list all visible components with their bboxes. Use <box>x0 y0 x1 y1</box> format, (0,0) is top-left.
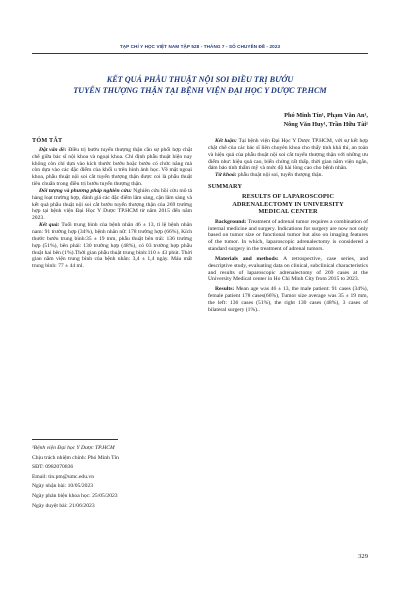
article-title-line-2: TUYẾN THƯỢNG THẬN TẠI BỆNH VIỆN ĐẠI HỌC Y DƯỢC TP.HCM <box>73 85 327 95</box>
author-line-2: Nông Văn Huy¹, Trần Hữu Tài¹ <box>283 120 368 128</box>
author-list <box>284 112 368 129</box>
en-methods-text: A retrospective, case series, and descriptive study, evaluating data on clinical, subclinical characteristics and results of laparoscopic adrenalectomy of 269 cases at the University Medical center in Ho Chi Minh City from 2015 to 2023. <box>208 255 368 283</box>
en-results-text: Mean age was 46 ± 13, the male patient: 91 cases (34%), female patient 178 cases(66%), Tumor size average was 35 ± 19 mm, the left: 136 cases (51%), the right 130 cases (48%), 3 cases of bilateral surgery (1%).. <box>208 286 368 313</box>
journal-header: TẠP CHÍ Y HỌC VIỆT NAM TẬP 528 - THÁNG 7 - SỐ CHUYÊN ĐỀ - 2023 <box>119 44 281 49</box>
vi-conclusion-paragraph <box>208 138 368 172</box>
en-background-label: Background: <box>215 218 247 225</box>
en-results-paragraph <box>208 286 368 313</box>
vi-results-paragraph <box>32 222 192 270</box>
vi-methods-paragraph <box>32 188 192 222</box>
footnote-affiliation: ¹Bệnh viện Đại học Y Dược TP.HCM <box>32 445 115 451</box>
en-results-label: Results: <box>215 286 235 293</box>
vi-objective-paragraph <box>32 147 192 188</box>
en-title-line-3: MEDICAL CENTER <box>258 208 318 216</box>
en-background-text: Treatment of adrenal tumor requires a combination of internal medicine and surgery. Indications for surgery are now not only based on tumor size or functional tumor but also on imaging features of the tumor. In which, laparoscopic adrenalectomy is considered a standard surgery in the treatment of adrenal tumors. <box>208 218 368 253</box>
footnote-reviewed-date: Ngày phản biện khoa học: 25/05/2023 <box>32 492 118 499</box>
vi-objective-text: Điều trị bướu tuyến thượng thận cần sự phối hợp chặt chẽ giữa bác sĩ nội khoa và ngoại khoa. Chỉ định phẫu thuật hiện nay không còn chỉ dựa vào kích thước bướu hoặc bướu có chức năng mà còn dựa vào các đặc điểm của khối u trên hình ảnh học. Về mặt ngoại khoa, phẫu thuật nội soi cắt tuyến thượng thận được coi là phẫu thuật tiêu chuẩn trong điều trị bướu tuyến thượng thận. <box>32 146 192 188</box>
en-methods-label: Materials and methods: <box>215 255 279 262</box>
vi-results-text: Tuổi trung bình của bệnh nhân 46 ± 13, tỉ lệ bệnh nhân nam: 91 trường hợp (34%), bệnh nhân nữ: 178 trường hợp (66%), Kích thước bướu trung bình:35 ± 19 mm, phẫu thuật bên trái: 136 trường hợp (51%), bên phải: 130 trường hợp (48%), có 03 trường hợp phẫu thuật hai bên (1%).Thời gian phẫu thuật trung bình:110 ± 43 phút. Thời gian nằm viện trung bình của bệnh nhân: 3,4 ± 1,4 ngày. Máu mất trung bình: 77 ± 44 ml. <box>32 222 193 270</box>
footnote-email: Email: tin.pm@umc.edu.vn <box>32 473 95 480</box>
article-title <box>20 75 380 96</box>
en-background-paragraph <box>208 219 368 253</box>
vi-objective-label: Đặt vấn đề: <box>39 146 67 153</box>
en-title-line-2: ADRENALECTOMY IN UNIVERSITY <box>232 200 344 208</box>
right-column <box>208 138 368 314</box>
vi-methods-label: Đối tượng và phương pháp nghiên cứu: <box>39 187 132 194</box>
page-number: 329 <box>358 553 368 560</box>
vi-keywords-text: phẫu thuật nội soi, tuyến thượng thận. <box>236 172 323 179</box>
footnote-accepted-date: Ngày duyệt bài: 21/06/2023 <box>32 502 95 509</box>
vi-methods-text: Nghiên cứu hồi cứu mô tả hàng loạt trường hợp, đánh giá các đặc điểm lâm sàng, cận lâm sàng và kết quả phẫu thuật nội soi cắt bướu tuyến thượng thận của 269 trường hợp tại bệnh viện Đại Học Y Dược TP.HCM từ năm 2015 đến năm 2023. <box>32 187 192 222</box>
vi-keywords-paragraph <box>208 172 368 179</box>
vi-conclusion-label: Kết luận: <box>215 138 237 144</box>
vi-results-label: Kết quả: <box>39 222 60 229</box>
author-line-1: Phó Minh Tín¹, Phạm Văn An¹, <box>284 112 368 119</box>
vi-keywords-label: Từ khoá: <box>215 172 237 179</box>
article-title-line-1: KẾT QUẢ PHẪU THUẬT NỘI SOI ĐIỀU TRỊ BƯỚU <box>106 75 294 84</box>
vietnamese-abstract-column <box>32 138 192 270</box>
vi-conclusion-text: Tại bệnh viện Đại Học Y Dược TP.HCM, với sự kết hợp chặt chẽ của các bác sĩ liên chuyên khoa cho thấy tính khả thi, an toàn và hiệu quả của phẫu thuật nội soi cắt tuyến thượng thận với những ưu điểm như: hiệu quả cao, biến chứng rất thấp, thời gian nằm viện ngắn, đảm bảo tính thẩm mỹ và mức độ hài lòng cao cho bệnh nhân. <box>208 138 369 172</box>
footnote-received-date: Ngày nhận bài: 10/05/2023 <box>32 483 94 490</box>
footnote-phone: SĐT: 0982070836 <box>32 464 74 471</box>
footnote-responsible: Chịu trách nhiệm chính: Phó Minh Tín <box>32 454 119 461</box>
en-summary-heading: SUMMARY <box>208 183 243 191</box>
header-divider <box>32 53 368 54</box>
vi-abstract-heading: TÓM TẮT <box>32 137 63 144</box>
en-methods-paragraph <box>208 256 368 283</box>
en-article-title <box>208 193 368 216</box>
footnote-divider <box>32 439 118 440</box>
footnote-block <box>32 444 192 511</box>
en-title-line-1: RESULTS OF LAPAROSCOPIC <box>242 192 334 200</box>
